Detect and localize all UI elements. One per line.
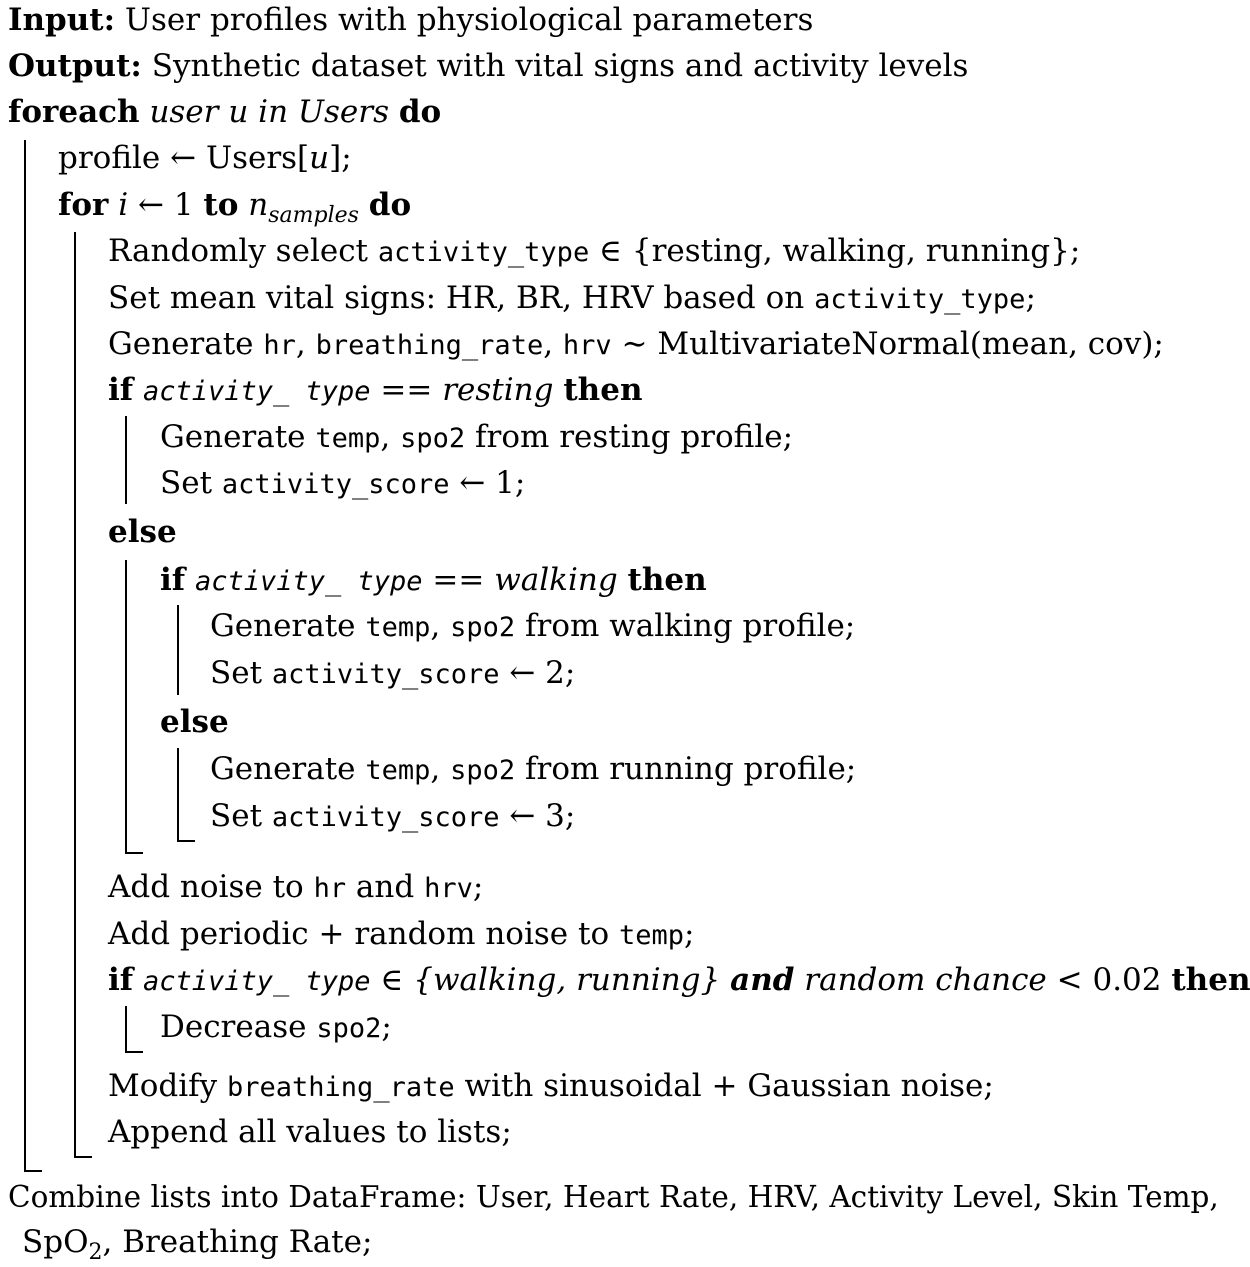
noise-hr: hr (313, 873, 347, 904)
running-gen-line: Generate temp, spo2 from running profile; (210, 751, 857, 787)
else-block-line (125, 560, 143, 854)
foreach-keyword: foreach (8, 94, 140, 130)
rng-spo2: spo2 (450, 755, 516, 786)
output-line (8, 46, 968, 86)
modify-line (108, 1066, 994, 1108)
walking-score-line (210, 653, 575, 695)
decrease-line (160, 1007, 392, 1049)
periodic-line (108, 914, 694, 956)
periodic-post: ; (684, 916, 695, 952)
combine-line-2 (22, 1222, 373, 1266)
rs-code: activity_score (221, 469, 450, 500)
and-keyword: and (730, 962, 795, 998)
noise-line (108, 867, 483, 909)
rns-pre: Set (210, 798, 272, 834)
gen-hrv: hrv (562, 330, 612, 361)
select-post: ∈ {resting, walking, running}; (589, 233, 1081, 269)
rg-pre: Generate (160, 419, 316, 455)
if-resting-block-line (125, 416, 127, 504)
generate-line (108, 324, 1164, 366)
for-i: i (118, 187, 129, 223)
if-var: activity_ type (142, 376, 371, 407)
periodic-temp: temp (618, 920, 685, 951)
for-mid: ← 1 (128, 187, 204, 223)
if-chance-val: < 0.02 (1056, 962, 1172, 998)
then-keyword-2: then (627, 562, 707, 598)
wg-pre: Generate (210, 608, 366, 644)
noise-and: and (346, 869, 425, 905)
rs-pre: Set (160, 465, 222, 501)
if-var-2: activity_ type (194, 566, 423, 597)
to-keyword: to (203, 187, 239, 223)
gen-hr: hr (263, 330, 296, 361)
for-block-line (74, 232, 92, 1158)
select-pre: Randomly select (108, 233, 378, 269)
if-eq: == (370, 372, 443, 408)
walking-gen-line: Generate temp, spo2 from walking profile; (210, 608, 856, 644)
wg-post: from walking profile; (515, 608, 856, 644)
append-line: Append all values to lists; (108, 1114, 512, 1150)
periodic-pre: Add periodic + random noise to (108, 916, 619, 952)
if-chance: random chance (794, 962, 1057, 998)
rg-temp: temp (315, 423, 381, 454)
else-inner-block-line (177, 748, 195, 842)
if-in-set: ∈ {walking, running} (370, 962, 731, 998)
if-walking-block-line (177, 605, 179, 695)
profile-end: ]; (329, 140, 352, 176)
profile-text: profile ← Users[ (58, 140, 310, 176)
ws-code: activity_score (271, 659, 500, 690)
if-walking: walking (494, 562, 618, 598)
n-var: n (248, 187, 269, 223)
rng-temp: temp (365, 755, 431, 786)
select-code: activity_type (377, 237, 590, 268)
mean-code: activity_type (814, 284, 1026, 315)
output-text: Synthetic dataset with vital signs and activity levels (151, 48, 969, 84)
rs-val: ← 1; (449, 465, 526, 501)
gen-br: breathing_rate (315, 330, 544, 361)
modify-post: with sinusoidal + Gaussian noise; (454, 1068, 994, 1104)
select-line (108, 231, 1080, 273)
foreach-condition: user u in Users (149, 94, 389, 130)
input-text: User profiles with physiological parameters (124, 2, 814, 38)
do-keyword-2: do (368, 187, 412, 223)
rg-post: from resting profile; (465, 419, 794, 455)
rng-post: from running profile; (515, 751, 857, 787)
if-chance-block-line (125, 1006, 143, 1053)
gen-pre: Generate (108, 326, 264, 362)
if-walking-line (160, 560, 707, 602)
mean-line (108, 278, 1036, 320)
wg-spo2: spo2 (450, 612, 516, 643)
then-keyword: then (563, 372, 643, 408)
gen-post: ∼ MultivariateNormal(mean, cov); (611, 326, 1164, 362)
running-score-line (210, 796, 575, 838)
rng-pre: Generate (210, 751, 366, 787)
n-sub: samples (268, 203, 359, 229)
if-chance-line (108, 960, 1250, 1002)
noise-pre: Add noise to (108, 869, 314, 905)
if-eq-2: == (422, 562, 495, 598)
else-line-2: else (160, 704, 229, 740)
wg-temp: temp (365, 612, 431, 643)
input-label: Input: (8, 2, 116, 38)
for-keyword: for (58, 187, 109, 223)
spo2-text: SpO (22, 1224, 89, 1260)
modify-pre: Modify (108, 1068, 228, 1104)
decrease-post: ; (381, 1009, 392, 1045)
profile-line (58, 138, 352, 178)
for-line (58, 185, 412, 229)
noise-post: ; (472, 869, 484, 905)
if-keyword-2: if (160, 562, 186, 598)
combine-line-1: Combine lists into DataFrame: User, Heart Rate, HRV, Activity Level, Skin Temp, (8, 1180, 1219, 1214)
if-keyword-3: if (108, 962, 134, 998)
else-line: else (108, 514, 177, 550)
if-keyword: if (108, 372, 134, 408)
then-keyword-3: then (1171, 962, 1250, 998)
mean-pre: Set mean vital signs: HR, BR, HRV based on (108, 280, 815, 316)
if-resting: resting (442, 372, 554, 408)
input-line (8, 0, 813, 40)
output-label: Output: (8, 48, 142, 84)
resting-gen-line: Generate temp, spo2 from resting profile; (160, 419, 794, 455)
do-keyword: do (398, 94, 442, 130)
mean-post: ; (1025, 280, 1036, 316)
resting-score-line (160, 463, 525, 505)
ws-pre: Set (210, 655, 272, 691)
rg-spo2: spo2 (400, 423, 466, 454)
spo2-sub: 2 (88, 1240, 103, 1266)
foreach-line (8, 92, 441, 132)
gen-sep1: , (295, 326, 316, 362)
gen-sep2: , (543, 326, 563, 362)
rns-code: activity_score (271, 802, 500, 833)
foreach-block-line (24, 140, 42, 1172)
decrease-spo2: spo2 (316, 1013, 382, 1044)
rns-val: ← 3; (499, 798, 576, 834)
decrease-pre: Decrease (160, 1009, 317, 1045)
if-var-3: activity_ type (142, 966, 371, 997)
modify-br: breathing_rate (227, 1072, 455, 1103)
ws-val: ← 2; (499, 655, 576, 691)
combine-post: , Breathing Rate; (102, 1224, 373, 1260)
if-resting-line (108, 370, 642, 412)
noise-hrv: hrv (424, 873, 473, 904)
profile-u: u (309, 140, 330, 176)
